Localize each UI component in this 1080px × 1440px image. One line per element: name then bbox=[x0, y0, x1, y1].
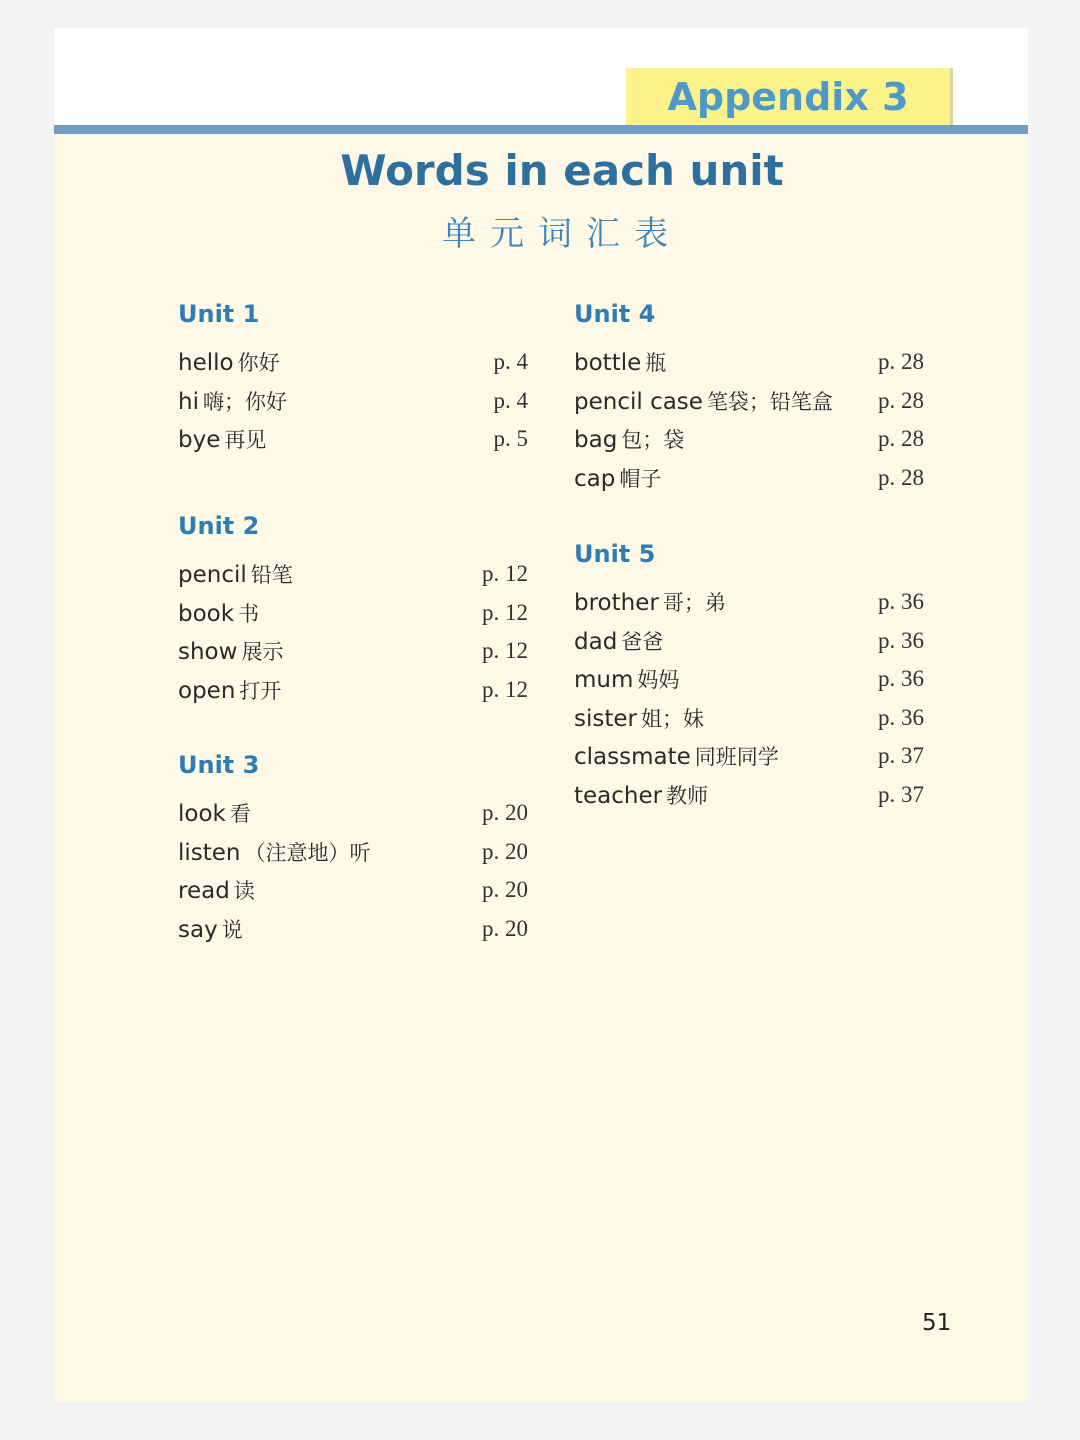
vocab-entry bbox=[574, 463, 924, 502]
page-title: Words in each unit bbox=[340, 146, 784, 195]
unit-5-section bbox=[574, 540, 924, 818]
page-reference: p. 28 bbox=[878, 426, 924, 451]
unit-1-section bbox=[178, 300, 528, 463]
english-word: listen bbox=[178, 839, 241, 866]
chinese-meaning: 打开 bbox=[239, 678, 282, 703]
chinese-meaning: 说 bbox=[221, 917, 243, 942]
vocab-entry bbox=[574, 424, 924, 463]
english-word: show bbox=[178, 639, 238, 665]
header-rule bbox=[54, 125, 1028, 134]
english-word: brother bbox=[574, 590, 659, 616]
vocab-entry bbox=[178, 347, 528, 386]
vocab-entry bbox=[574, 703, 924, 742]
english-word: dad bbox=[574, 628, 618, 655]
chinese-meaning: 你好 bbox=[237, 351, 280, 375]
chinese-meaning: 看 bbox=[229, 802, 251, 826]
english-word: pencil case bbox=[574, 388, 703, 415]
unit-3-section bbox=[178, 751, 528, 952]
chinese-meaning: 展示 bbox=[241, 640, 284, 664]
page-reference: p. 28 bbox=[878, 387, 924, 413]
english-word: bottle bbox=[574, 350, 642, 376]
vocab-entry bbox=[178, 675, 528, 714]
vocab-entry bbox=[178, 424, 528, 463]
chinese-meaning: （注意地）听 bbox=[244, 840, 371, 865]
chinese-meaning: 同班同学 bbox=[694, 745, 779, 769]
page-reference: p. 12 bbox=[482, 561, 528, 586]
english-word: book bbox=[178, 600, 235, 627]
vocab-entry bbox=[574, 587, 924, 626]
chinese-meaning: 妈妈 bbox=[637, 668, 680, 692]
vocab-entry bbox=[574, 347, 924, 386]
chinese-meaning: 教师 bbox=[666, 783, 709, 808]
english-word: teacher bbox=[574, 782, 663, 809]
page-number: 51 bbox=[922, 1310, 952, 1336]
english-word: say bbox=[178, 916, 218, 943]
page-reference: p. 12 bbox=[482, 676, 528, 702]
vocab-entry bbox=[574, 741, 924, 780]
vocab-entry bbox=[178, 875, 528, 914]
unit-heading: Unit 5 bbox=[574, 540, 656, 568]
english-word: bye bbox=[178, 427, 221, 453]
page-reference: p. 37 bbox=[878, 743, 924, 768]
unit-heading: Unit 2 bbox=[178, 512, 260, 540]
page-subtitle: 单元词汇表 bbox=[442, 214, 682, 254]
page-reference: p. 36 bbox=[878, 704, 924, 730]
page-reference: p. 20 bbox=[482, 838, 528, 864]
chinese-meaning: 读 bbox=[233, 879, 255, 903]
chinese-meaning: 书 bbox=[238, 601, 260, 626]
english-word: classmate bbox=[574, 744, 691, 770]
unit-4-section bbox=[574, 300, 924, 501]
page-reference: p. 36 bbox=[878, 589, 924, 614]
page-reference: p. 36 bbox=[878, 627, 924, 653]
chinese-meaning: 铅笔 bbox=[250, 563, 293, 587]
english-word: pencil bbox=[178, 562, 247, 588]
chinese-meaning: 笔袋；铅笔盒 bbox=[706, 389, 833, 414]
page-reference: p. 12 bbox=[482, 599, 528, 625]
vocab-entry bbox=[178, 636, 528, 675]
english-word: cap bbox=[574, 465, 616, 492]
chinese-meaning: 瓶 bbox=[645, 351, 667, 375]
vocab-entry bbox=[178, 798, 528, 837]
vocab-entry bbox=[574, 664, 924, 703]
vocab-entry bbox=[574, 626, 924, 665]
english-word: open bbox=[178, 677, 236, 704]
page-reference: p. 36 bbox=[878, 666, 924, 691]
chinese-meaning: 爸爸 bbox=[621, 629, 664, 654]
book-page bbox=[54, 28, 1028, 1402]
appendix-tab: Appendix 3 bbox=[626, 68, 950, 125]
page-reference: p. 4 bbox=[493, 349, 528, 374]
page-reference: p. 20 bbox=[482, 877, 528, 902]
vocab-entry bbox=[178, 559, 528, 598]
unit-heading: Unit 1 bbox=[178, 300, 260, 328]
vocab-entry bbox=[574, 386, 924, 425]
vocab-entry bbox=[574, 780, 924, 819]
page-reference: p. 4 bbox=[493, 387, 528, 413]
page-reference: p. 28 bbox=[878, 464, 924, 490]
page-reference: p. 28 bbox=[878, 349, 924, 374]
chinese-meaning: 再见 bbox=[224, 428, 267, 452]
vocab-entry bbox=[178, 914, 528, 953]
chinese-meaning: 嗨；你好 bbox=[202, 389, 287, 414]
chinese-meaning: 帽子 bbox=[619, 466, 662, 491]
english-word: bag bbox=[574, 427, 618, 453]
unit-heading: Unit 3 bbox=[178, 751, 260, 779]
vocab-entry bbox=[178, 386, 528, 425]
vocab-entry bbox=[178, 598, 528, 637]
english-word: hello bbox=[178, 350, 234, 376]
page-reference: p. 20 bbox=[482, 800, 528, 825]
chinese-meaning: 姐；妹 bbox=[640, 706, 704, 731]
chinese-meaning: 哥；弟 bbox=[662, 591, 726, 615]
chinese-meaning: 包；袋 bbox=[621, 428, 685, 452]
page-reference: p. 20 bbox=[482, 915, 528, 941]
english-word: sister bbox=[574, 705, 637, 732]
english-word: look bbox=[178, 801, 226, 827]
english-word: hi bbox=[178, 388, 199, 415]
english-word: mum bbox=[574, 667, 634, 693]
english-word: read bbox=[178, 878, 230, 904]
page-reference: p. 5 bbox=[493, 426, 528, 451]
unit-heading: Unit 4 bbox=[574, 300, 656, 328]
vocab-entry bbox=[178, 837, 528, 876]
page-reference: p. 12 bbox=[482, 638, 528, 663]
unit-2-section bbox=[178, 512, 528, 713]
page-reference: p. 37 bbox=[878, 781, 924, 807]
